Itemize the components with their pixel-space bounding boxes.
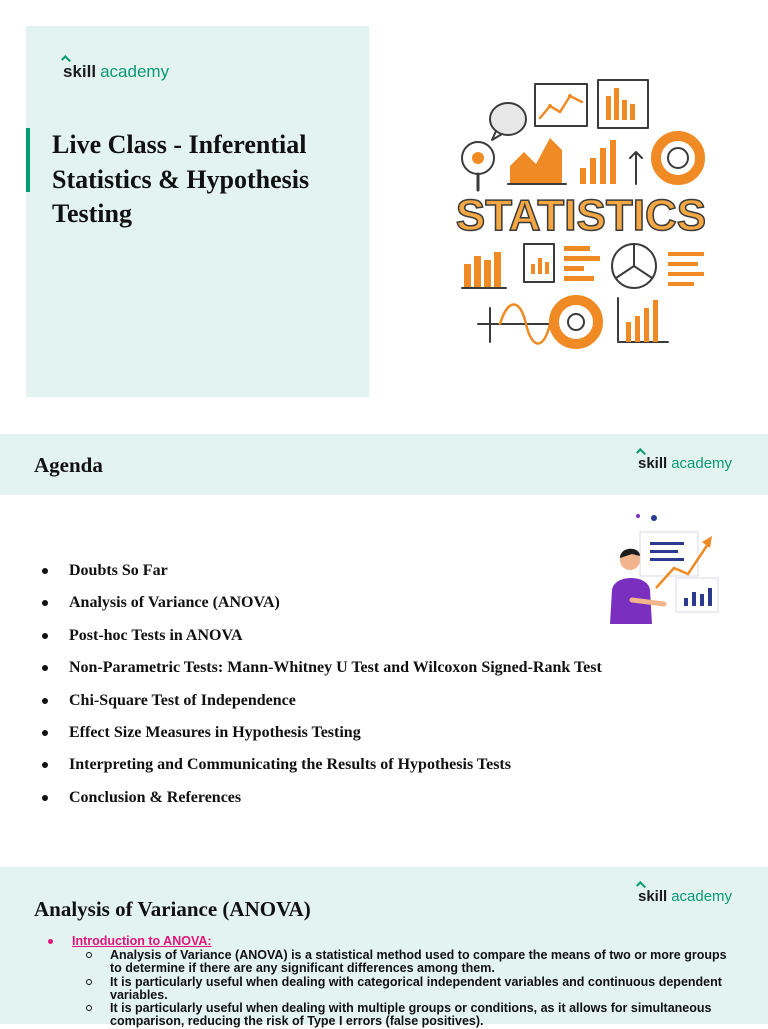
segmented-donut-icon: [554, 300, 598, 344]
agenda-item-text: Chi-Square Test of Independence: [69, 691, 296, 709]
anova-intro-label: Introduction to ANOVA:: [72, 934, 212, 948]
brand-name-part2: academy: [671, 888, 733, 905]
area-chart-icon: [508, 138, 566, 184]
wave-chart-icon: [478, 305, 558, 344]
anova-point-text: It is particularly useful when dealing with categorical independent variables and continuous dependent variables.: [110, 974, 722, 1002]
anova-points: [46, 949, 736, 1029]
brand-name-part1: skill: [63, 62, 97, 81]
agenda-item-text: Conclusion & References: [69, 788, 242, 806]
agenda-item-text: Effect Size Measures in Hypothesis Testing: [69, 723, 361, 741]
horizontal-bars-icon: [564, 246, 600, 281]
agenda-item: [40, 656, 602, 688]
brand-logo: [63, 62, 169, 82]
agenda-item: [40, 721, 602, 753]
anova-point: [46, 976, 736, 1003]
agenda-item: [40, 786, 602, 818]
agenda-item-text: Doubts So Far: [69, 562, 168, 579]
agenda-item-text: Analysis of Variance (ANOVA): [69, 594, 280, 612]
agenda-title: Agenda: [34, 453, 103, 477]
anova-point-text: Analysis of Variance (ANOVA) is a statistical method used to compare the means of two or more groups to determine if there are any significant differences among them.: [110, 948, 727, 976]
agenda-item-text: Interpreting and Communicating the Results of Hypothesis Tests: [69, 756, 511, 774]
anova-point: [46, 1002, 736, 1029]
brand-name-part1: skill: [638, 888, 668, 905]
bar-chart-card-icon: [598, 80, 648, 128]
brand-name-part2: academy: [100, 62, 170, 81]
agenda-item: [40, 624, 602, 656]
agenda-item: [40, 753, 602, 785]
speech-bubble-icon: [490, 103, 526, 140]
bullet-icon: [42, 600, 48, 606]
bullet-icon: [42, 795, 48, 801]
document-icon: [524, 244, 554, 282]
list-lines-icon: [668, 252, 704, 286]
pie-chart-icon: [612, 244, 656, 288]
anova-intro-heading: [46, 934, 736, 949]
brand-logo: [638, 455, 732, 472]
agenda-item-text: Non-Parametric Tests: Mann-Whitney U Test and Wilcoxon Signed-Rank Test: [69, 659, 602, 677]
statistics-word: STATISTICS: [455, 191, 707, 240]
bullet-icon: [42, 698, 48, 704]
agenda-item: [40, 689, 602, 721]
anova-point-text: It is particularly useful when dealing with multiple groups or conditions, as it allows for simultaneous comparison, reducing the risk of Type I errors (false positives).: [110, 1001, 712, 1029]
statistics-illustration: [438, 72, 724, 358]
circle-bullet-icon: [86, 1005, 92, 1011]
donut-chart-icon: [656, 136, 700, 180]
title-accent-bar: [26, 128, 30, 192]
bullet-icon: [42, 633, 48, 639]
presenter-illustration: [604, 508, 726, 626]
brand-name-part2: academy: [671, 455, 733, 472]
agenda-list: [40, 559, 602, 818]
bullet-icon: [48, 939, 53, 944]
circle-bullet-icon: [86, 952, 92, 958]
bullet-icon: [42, 730, 48, 736]
anova-content: [46, 934, 736, 1029]
bullet-icon: [42, 568, 48, 574]
bullet-icon: [42, 762, 48, 768]
page-title: Live Class - Inferential Statistics & Hypothesis Testing: [52, 130, 310, 228]
bullet-icon: [42, 665, 48, 671]
rising-bars-icon: [580, 140, 642, 184]
brand-logo: [638, 888, 732, 905]
brand-name-part1: skill: [638, 455, 668, 472]
bar-cluster-icon: [462, 252, 506, 288]
small-bars-icon: [618, 298, 668, 342]
anova-point: [46, 949, 736, 976]
anova-title: Analysis of Variance (ANOVA): [34, 897, 311, 921]
agenda-item: [40, 591, 602, 623]
agenda-item-text: Post-hoc Tests in ANOVA: [69, 626, 243, 644]
magnifier-icon: [462, 142, 494, 190]
agenda-item: [40, 559, 602, 591]
line-chart-card-icon: [535, 84, 587, 126]
circle-bullet-icon: [86, 979, 92, 985]
